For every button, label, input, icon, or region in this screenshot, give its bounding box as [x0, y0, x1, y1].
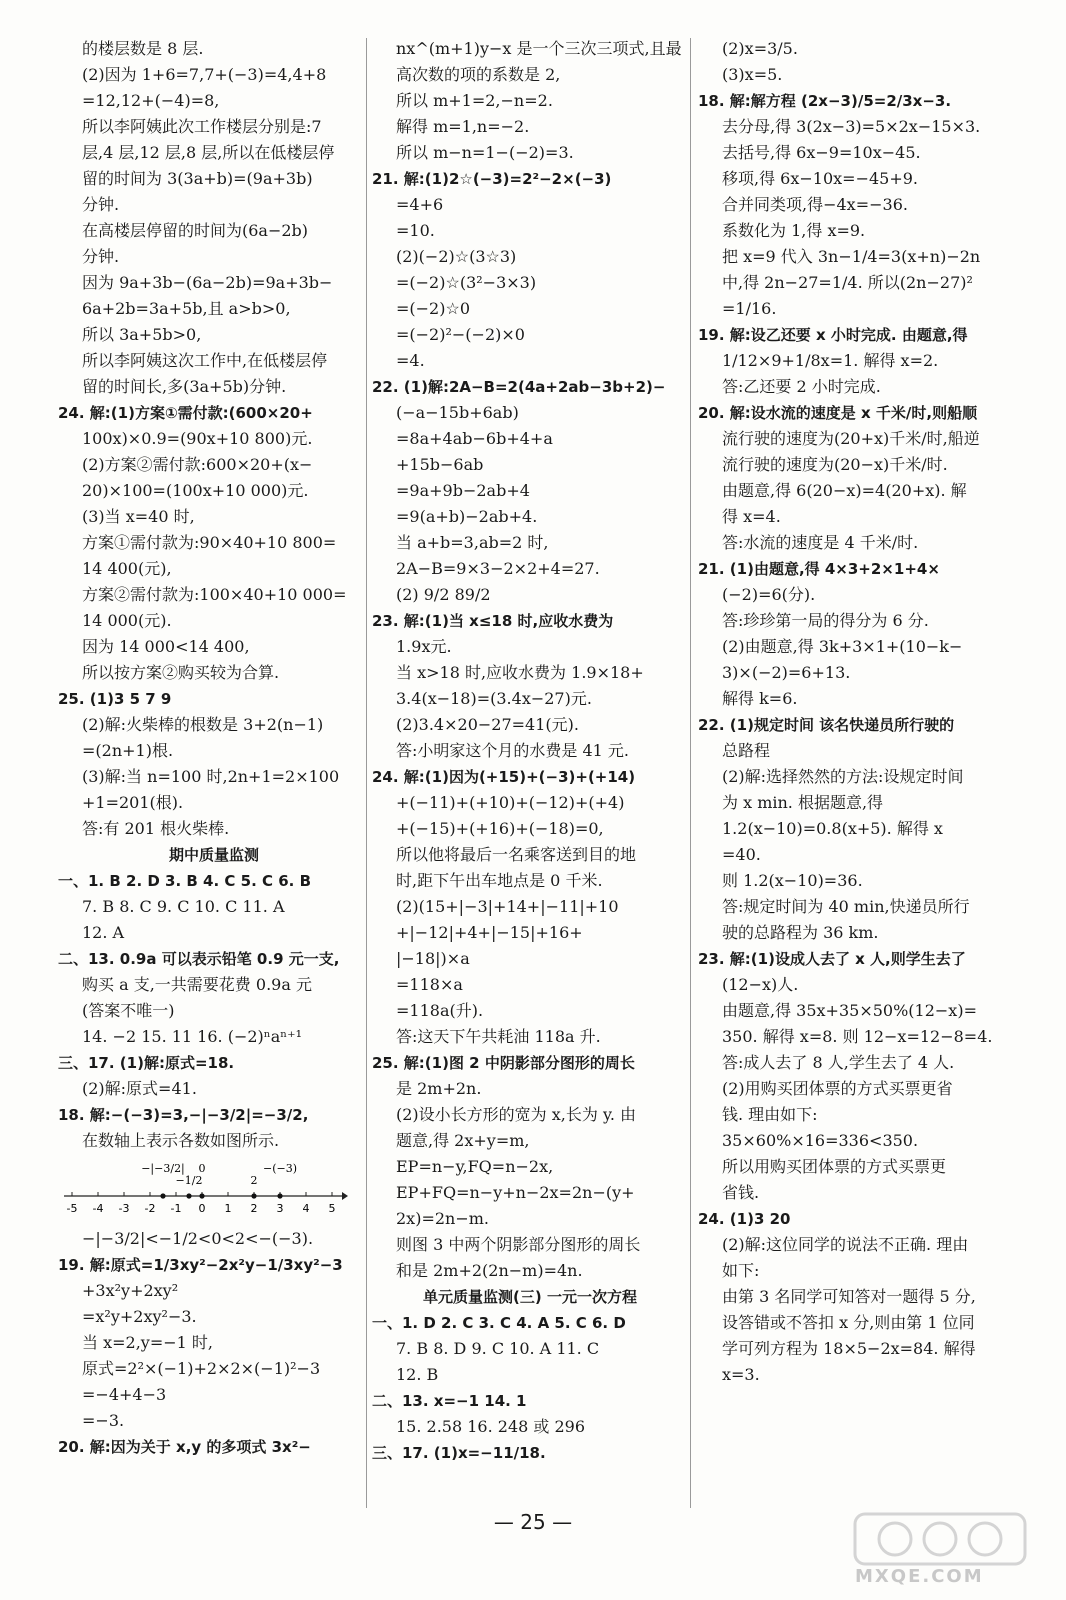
answer-line: 答:这天下午共耗油 118a 升.: [396, 1027, 601, 1046]
answer-line: 所以 m−n=1−(−2)=3.: [396, 143, 574, 162]
question-start-line: 22. (1)规定时间 该名快递员所行驶的: [698, 716, 955, 734]
answer-line: 所以李阿姨这次工作中,在低楼层停: [82, 351, 328, 370]
question-start-line: 21. 解:(1)2☆(−3)=2²−2×(−3): [372, 170, 612, 188]
answer-line: 1.2(x−10)=0.8(x+5). 解得 x: [722, 819, 943, 838]
number-line-point-label: −(−3): [262, 1162, 298, 1175]
answer-line: 移项,得 6x−10x=−45+9.: [722, 169, 919, 188]
question-start-line: 一、1. B 2. D 3. B 4. C 5. C 6. B: [58, 872, 312, 890]
answer-line: 由第 3 名同学可知答对一题得 5 分,: [722, 1287, 976, 1306]
answer-line: 100x)×0.9=(90x+10 800)元.: [82, 429, 313, 448]
answer-line: +1=201(根).: [82, 793, 184, 812]
answer-line: (2) 9/2 89/2: [396, 585, 491, 604]
answer-line: 分钟.: [82, 247, 120, 266]
answer-line: (2)解:这位同学的说法不正确. 理由: [722, 1235, 969, 1254]
question-start-line: 三、17. (1)x=−11/18.: [372, 1444, 546, 1462]
answer-line: 1.9x元.: [396, 637, 452, 656]
answer-line: (2)因为 1+6=7,7+(−3)=4,4+8: [82, 65, 327, 84]
answer-line: =x²y+2xy²−3.: [82, 1307, 197, 1326]
number-line-point-label: −1/2: [175, 1174, 203, 1187]
number-line-tick-label: -2: [144, 1202, 156, 1215]
number-line-point: [251, 1193, 256, 1198]
answer-line: (2)设小长方形的宽为 x,长为 y. 由: [396, 1105, 637, 1124]
answer-line: =8a+4ab−6b+4+a: [396, 429, 553, 448]
answer-line: =1/16.: [722, 299, 777, 318]
answer-line: 15. 2.58 16. 248 或 296: [396, 1417, 586, 1436]
answer-line: =(−2)☆0: [396, 299, 470, 318]
answer-line: 答:乙还要 2 小时完成.: [722, 377, 881, 396]
answer-line: 是 2m+2n.: [396, 1079, 482, 1098]
answer-line: (2)方案②需付款:600×20+(x−: [82, 455, 313, 474]
question-start-line: 19. 解:原式=1/3xy²−2x²y−1/3xy²−3: [58, 1256, 343, 1274]
question-start-line: 18. 解:解方程 (2x−3)/5=2/3x−3.: [698, 92, 952, 110]
number-line-point: [199, 1193, 204, 1198]
answer-line: 答:水流的速度是 4 千米/时.: [722, 533, 919, 552]
answer-line: 3.4(x−18)=(3.4x−27)元.: [396, 689, 592, 708]
answer-line: −|−3/2|<−1/2<0<2<−(−3).: [82, 1229, 314, 1248]
number-line-tick-label: 4: [302, 1202, 310, 1215]
answer-line: 方案②需付款为:100×40+10 000=: [82, 585, 347, 604]
number-line-tick-label: -1: [170, 1202, 182, 1215]
number-line-point-label: −|−3/2|: [141, 1162, 185, 1175]
number-line-point-label: 2: [250, 1174, 258, 1187]
answer-line: 和是 2m+2(2n−m)=4n.: [396, 1261, 583, 1280]
answer-line: 流行驶的速度为(20−x)千米/时.: [722, 455, 948, 474]
answer-line: =10.: [396, 221, 435, 240]
answer-line: 留的时间为 3(3a+b)=(9a+3b): [82, 169, 313, 188]
answer-column-1: [58, 36, 370, 1460]
answer-line: 6a+2b=3a+5b,且 a>b>0,: [82, 299, 291, 318]
answer-line: nx^(m+1)y−x 是一个三次三项式,且最: [396, 39, 682, 58]
answer-line: 则图 3 中两个阴影部分图形的周长: [396, 1235, 641, 1254]
answer-line: 20)×100=(100x+10 000)元.: [82, 481, 309, 500]
page-number: — 25 —: [493, 1510, 573, 1534]
answer-line: 如下:: [722, 1261, 760, 1280]
answer-line: (2)解:原式=41.: [82, 1079, 197, 1098]
column-divider-2: [690, 38, 691, 1508]
number-line-figure: [58, 1156, 348, 1226]
answer-line: =(−2)☆(3²−3×3): [396, 273, 537, 292]
section-heading: 单元质量监测(三) 一元一次方程: [423, 1288, 637, 1306]
answer-line: EP+FQ=n−y+n−2x=2n−(y+: [396, 1183, 635, 1202]
answer-line: 层,4 层,12 层,8 层,所以在低楼层停: [82, 143, 335, 162]
answer-line: =9(a+b)−2ab+4.: [396, 507, 538, 526]
answer-line: 得 x=4.: [722, 507, 781, 526]
answer-line: 总路程: [722, 741, 771, 760]
answer-line: 14. −2 15. 11 16. (−2)ⁿaⁿ⁺¹: [82, 1027, 303, 1046]
answer-line: 答:珍珍第一局的得分为 6 分.: [722, 611, 929, 630]
answer-line: (3)解:当 n=100 时,2n+1=2×100: [82, 767, 340, 786]
question-start-line: 三、17. (1)解:原式=18.: [58, 1054, 235, 1072]
question-start-line: 22. (1)解:2A−B=2(4a+2ab−3b+2)−: [372, 378, 666, 396]
answer-line: =118×a: [396, 975, 463, 994]
answer-line: 流行驶的速度为(20+x)千米/时,船逆: [722, 429, 980, 448]
answer-line: 所以用购买团体票的方式买票更: [722, 1157, 947, 1176]
question-start-line: 24. (1)3 20: [698, 1210, 791, 1228]
answer-line: =4.: [396, 351, 425, 370]
answer-line: 留的时间长,多(3a+5b)分钟.: [82, 377, 287, 396]
answer-line: (2)(15+|−3|+14+|−11|+10: [396, 897, 619, 916]
answer-line: =−4+4−3: [82, 1385, 167, 1404]
answer-line: 分钟.: [82, 195, 120, 214]
answer-line: 高次数的项的系数是 2,: [396, 65, 561, 84]
section-heading: 期中质量监测: [168, 846, 259, 864]
question-start-line: 23. 解:(1)设成人去了 x 人,则学生去了: [698, 950, 966, 968]
answer-line: 当 x=2,y=−1 时,: [82, 1333, 213, 1352]
answer-line: 系数化为 1,得 x=9.: [722, 221, 866, 240]
answer-line: 为 x min. 根据题意,得: [722, 793, 884, 812]
answer-line: (−a−15b+6ab): [396, 403, 519, 422]
answer-line: 钱. 理由如下:: [722, 1105, 818, 1124]
question-start-line: 24. 解:(1)方案①需付款:(600×20+: [58, 404, 313, 422]
answer-line: 时,距下午出车地点是 0 千米.: [396, 871, 603, 890]
answer-line: =40.: [722, 845, 761, 864]
answer-column-2: [372, 36, 688, 1466]
answer-line: 学可列方程为 18×5−2x=84. 解得: [722, 1339, 976, 1358]
number-line-tick-label: 3: [276, 1202, 284, 1215]
answer-line: 12. A: [82, 923, 125, 942]
answer-line: |−18|)×a: [396, 949, 470, 968]
answer-line: (2)由题意,得 3k+3×1+(10−k−: [722, 637, 963, 656]
number-line-point: [186, 1193, 191, 1198]
answer-line: 35×60%×16=336<350.: [722, 1131, 919, 1150]
question-start-line: 25. (1)3 5 7 9: [58, 690, 172, 708]
answer-line: =118a(升).: [396, 1001, 484, 1020]
answer-line: =−3.: [82, 1411, 125, 1430]
question-start-line: 二、13. x=−1 14. 1: [372, 1392, 527, 1410]
answer-line: 设答错或不答扣 x 分,则由第 1 位同: [722, 1313, 975, 1332]
question-start-line: 18. 解:−(−3)=3,−|−3/2|=−3/2,: [58, 1106, 309, 1124]
answer-line: 1/12×9+1/8x=1. 解得 x=2.: [722, 351, 939, 370]
answer-line: +(−11)+(+10)+(−12)+(+4): [396, 793, 625, 812]
answer-line: (2)(−2)☆(3☆3): [396, 247, 517, 266]
answer-line: 所以 m+1=2,−n=2.: [396, 91, 553, 110]
answer-line: 2x)=2n−m.: [396, 1209, 489, 1228]
answer-line: =(−2)²−(−2)×0: [396, 325, 525, 344]
number-line-tick-label: 2: [250, 1202, 258, 1215]
answer-line: 由题意,得 6(20−x)=4(20+x). 解: [722, 481, 967, 500]
answer-line: 12. B: [396, 1365, 439, 1384]
question-start-line: 25. 解:(1)图 2 中阴影部分图形的周长: [372, 1054, 635, 1072]
number-line-point-label: 0: [198, 1162, 206, 1175]
answer-column-3: [698, 36, 1018, 1388]
answer-line: 3)×(−2)=6+13.: [722, 663, 851, 682]
question-start-line: 23. 解:(1)当 x≤18 时,应收水费为: [372, 612, 614, 630]
answer-line: 合并同类项,得−4x=−36.: [722, 195, 908, 214]
answer-line: 去分母,得 3(2x−3)=5×2x−15×3.: [722, 117, 981, 136]
answer-line: 14 000(元).: [82, 611, 172, 630]
answer-line: 7. B 8. D 9. C 10. A 11. C: [396, 1339, 600, 1358]
number-line-tick-label: 5: [328, 1202, 336, 1215]
answer-line: 省钱.: [722, 1183, 760, 1202]
answer-line: 在高楼层停留的时间为(6a−2b): [82, 221, 309, 240]
answer-line: =4+6: [396, 195, 444, 214]
number-line-tick-label: -4: [92, 1202, 104, 1215]
answer-line: 购买 a 支,一共需要花费 0.9a 元: [82, 975, 312, 994]
answer-line: 答:成人去了 8 人,学生去了 4 人.: [722, 1053, 955, 1072]
number-line-tick-label: 0: [198, 1202, 206, 1215]
answer-line: 2A−B=9×3−2×2+4=27.: [396, 559, 600, 578]
answer-line: (2)用购买团体票的方式买票更省: [722, 1079, 953, 1098]
answer-line: 答:小明家这个月的水费是 41 元.: [396, 741, 630, 760]
question-start-line: 一、1. D 2. C 3. C 4. A 5. C 6. D: [372, 1314, 626, 1332]
answer-line: 答:有 201 根火柴棒.: [82, 819, 230, 838]
question-start-line: 20. 解:因为关于 x,y 的多项式 3x²−: [58, 1438, 311, 1456]
answer-line: x=3.: [722, 1365, 760, 1384]
answer-line: (2)解:火柴棒的根数是 3+2(n−1): [82, 715, 324, 734]
answer-line: 答:规定时间为 40 min,快递员所行: [722, 897, 970, 916]
answer-line: 方案①需付款为:90×40+10 800=: [82, 533, 337, 552]
answer-line: +(−15)+(+16)+(−18)=0,: [396, 819, 604, 838]
answer-line: 350. 解得 x=8. 则 12−x=12−8=4.: [722, 1027, 993, 1046]
answer-line: 所以按方案②购买较为合算.: [82, 663, 280, 682]
answer-line: EP=n−y,FQ=n−2x,: [396, 1157, 554, 1176]
question-start-line: 24. 解:(1)因为(+15)+(−3)+(+14): [372, 768, 636, 786]
answer-line: +15b−6ab: [396, 455, 484, 474]
answer-line: 在数轴上表示各数如图所示.: [82, 1131, 280, 1150]
answer-line: 题意,得 2x+y=m,: [396, 1131, 530, 1150]
answer-line: (−2)=6(分).: [722, 585, 816, 604]
answer-line: (12−x)人.: [722, 975, 799, 994]
answer-line: +|−12|+4+|−15|+16+: [396, 923, 583, 942]
question-start-line: 20. 解:设水流的速度是 x 千米/时,则船顺: [698, 404, 978, 422]
answer-line: =9a+9b−2ab+4: [396, 481, 530, 500]
answer-line: 则 1.2(x−10)=36.: [722, 871, 863, 890]
answer-line: 14 400(元),: [82, 559, 172, 578]
question-start-line: 21. (1)由题意,得 4×3+2×1+4×: [698, 560, 940, 578]
answer-line: 中,得 2n−27=1/4. 所以(2n−27)²: [722, 273, 973, 292]
answer-line: (3)当 x=40 时,: [82, 507, 195, 526]
answer-line: 当 x>18 时,应收水费为 1.9×18+: [396, 663, 644, 682]
answer-line: (2)3.4×20−27=41(元).: [396, 715, 579, 734]
answer-line: 去括号,得 6x−9=10x−45.: [722, 143, 921, 162]
answer-line: 驶的总路程为 36 km.: [722, 923, 879, 942]
number-line-tick-label: -5: [66, 1202, 78, 1215]
answer-line: 7. B 8. C 9. C 10. C 11. A: [82, 897, 285, 916]
question-start-line: 二、13. 0.9a 可以表示铅笔 0.9 元一支,: [58, 950, 340, 968]
watermark-text: MXQE.COM: [855, 1566, 984, 1587]
answer-line: 所以他将最后一名乘客送到目的地: [396, 845, 637, 864]
answer-line: =12,12+(−4)=8,: [82, 91, 220, 110]
number-line-point: [160, 1193, 165, 1198]
number-line-tick-label: -3: [118, 1202, 130, 1215]
answer-line: 把 x=9 代入 3n−1/4=3(x+n)−2n: [722, 247, 981, 266]
answer-line: 原式=2²×(−1)+2×2×(−1)²−3: [82, 1359, 321, 1378]
answer-line: 解得 m=1,n=−2.: [396, 117, 530, 136]
answer-line: (2)解:选择然然的方法:设规定时间: [722, 767, 964, 786]
answer-line: 所以李阿姨此次工作楼层分别是:7: [82, 117, 322, 136]
answer-line: +3x²y+2xy²: [82, 1281, 179, 1300]
question-start-line: 19. 解:设乙还要 x 小时完成. 由题意,得: [698, 326, 968, 344]
answer-line: 当 a+b=3,ab=2 时,: [396, 533, 549, 552]
answer-line: 因为 9a+3b−(6a−2b)=9a+3b−: [82, 273, 333, 292]
answer-line: 因为 14 000<14 400,: [82, 637, 250, 656]
number-line-point: [277, 1193, 282, 1198]
answer-line: =(2n+1)根.: [82, 741, 174, 760]
answer-line: (2)x=3/5.: [722, 39, 798, 58]
answer-line: (答案不唯一): [82, 1001, 175, 1020]
answer-line: 由题意,得 35x+35×50%(12−x)=: [722, 1001, 977, 1020]
answer-line: (3)x=5.: [722, 65, 783, 84]
answer-line: 所以 3a+5b>0,: [82, 325, 202, 344]
answer-line: 解得 k=6.: [722, 689, 798, 708]
number-line-tick-label: 1: [224, 1202, 232, 1215]
answer-line: 的楼层数是 8 层.: [82, 39, 204, 58]
